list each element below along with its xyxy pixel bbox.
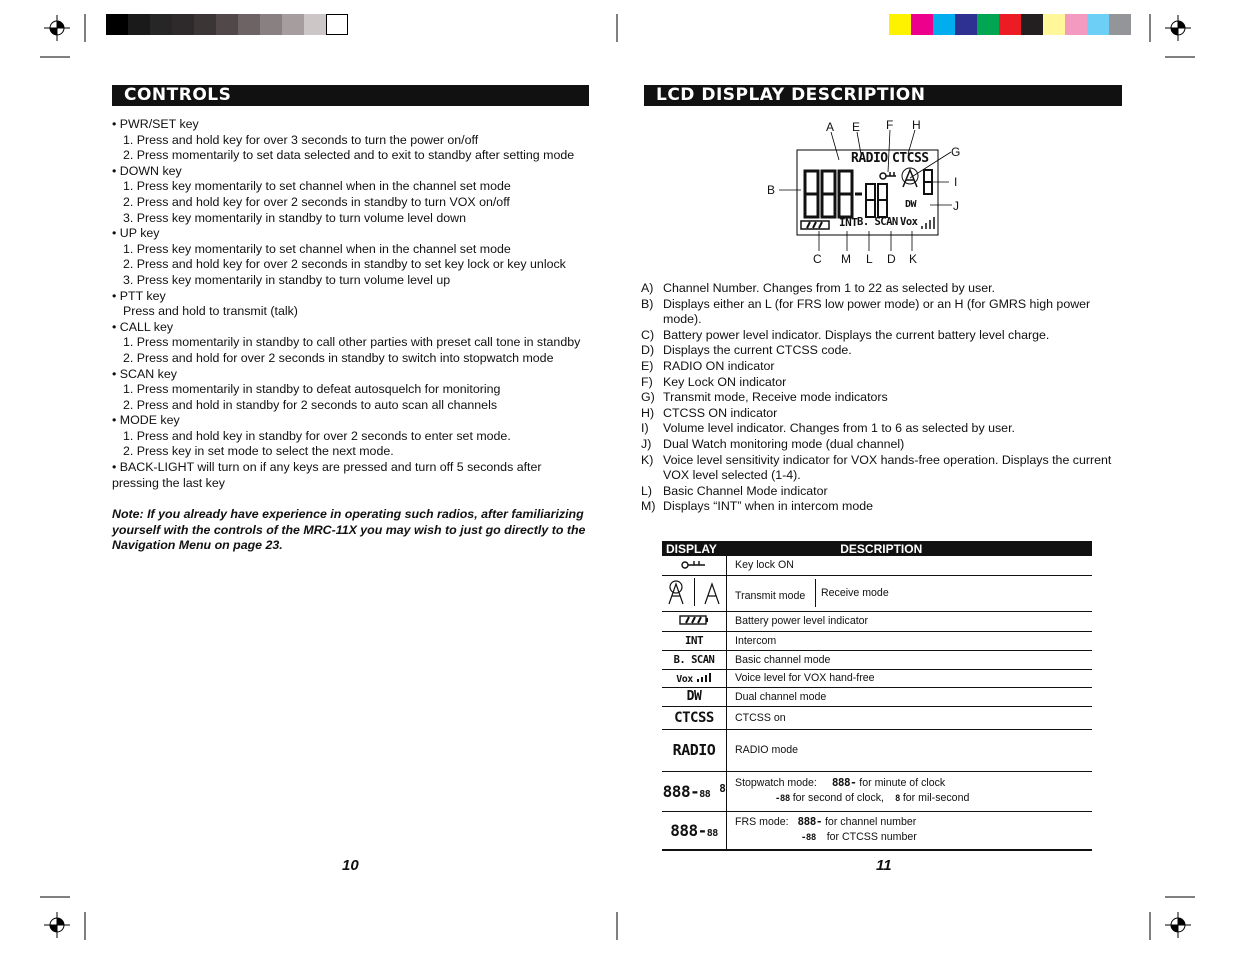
receive-icon [701, 597, 723, 609]
control-step: 1. Press and hold key in standby for over 2 seconds to enter set mode. [123, 428, 511, 443]
stopwatch-seconds-icon: 88 [699, 788, 711, 800]
transmit-icon [665, 597, 687, 609]
battery-desc: Battery power level indicator [727, 611, 1093, 631]
control-step: 1. Press key momentarily to set channel when in the channel set mode [123, 179, 511, 194]
control-step: 3. Press key momentarily in standby to turn volume level down [123, 210, 466, 225]
control-item: • PWR/SET key [112, 117, 199, 131]
table-row [662, 575, 1092, 611]
color-swatch [282, 14, 304, 35]
control-step: 2. Press momentarily to set data selected and to exit to standby after setting mode [123, 148, 575, 163]
description-text: Channel Number. Changes from 1 to 22 as selected by user. [663, 281, 995, 295]
ctcss-desc: CTCSS on [727, 706, 1093, 729]
table-row [662, 669, 1092, 687]
color-swatch [911, 14, 933, 35]
control-item: pressing the last key [112, 475, 225, 490]
sw-second-desc: for second of clock, [792, 792, 884, 804]
description-item [641, 421, 1121, 437]
vox-desc: Voice level for VOX hand-free [727, 669, 1093, 687]
page-number-left: 10 [342, 857, 359, 874]
control-item: • MODE key [112, 413, 180, 428]
description-letter: B) [641, 296, 654, 311]
int-icon: INT [662, 631, 727, 650]
lcd-bscan-text: B. SCAN [857, 216, 898, 228]
sw-sec-icon: -88 [775, 794, 790, 804]
color-swatch [216, 14, 238, 35]
table-row [662, 771, 1092, 811]
lcd-label-e: E [852, 120, 861, 134]
receive-desc: Receive mode [815, 579, 889, 607]
table-row [662, 687, 1092, 706]
description-text: Displays either an L (for FRS low power mode) or an H (for GMRS high power mode). [663, 296, 1091, 327]
battery-icon [679, 616, 709, 628]
control-step: 3. Press key momentarily in standby to turn volume level up [123, 272, 451, 287]
description-text: Displays the current CTCSS code. [663, 343, 852, 358]
dual-desc: Dual channel mode [727, 687, 1093, 706]
lcd-label-j: J [953, 199, 959, 213]
lcd-label-a: A [826, 120, 835, 134]
basic-desc: Basic channel mode [727, 650, 1093, 669]
intercom-desc: Intercom [727, 631, 1093, 650]
description-item [641, 328, 1121, 344]
frs-ctcss-desc: for CTCSS number [826, 831, 917, 844]
color-swatch [1021, 14, 1043, 35]
icon-divider [694, 578, 695, 606]
description-text: Voice level sensitivity indicator for VOX hands-free operation. Displays the current VOX level selected (1-4). [663, 452, 1112, 483]
description-item [641, 437, 1121, 453]
lcd-label-b: B [767, 183, 776, 197]
radio-icon: RADIO [662, 729, 727, 771]
controls-list [112, 117, 592, 554]
description-item [641, 343, 1121, 359]
display-table [662, 541, 1092, 851]
bscan-icon: B. SCAN [662, 650, 727, 669]
keylock-desc: Key lock ON [727, 556, 1093, 575]
control-step: 2. Press and hold for over 2 seconds in standby to switch into stopwatch mode [123, 350, 554, 365]
color-swatch [106, 14, 128, 35]
color-swatch [260, 14, 282, 35]
control-step: 1. Press key momentarily to set channel when in the channel set mode [123, 241, 511, 256]
lcd-description-list [641, 281, 1121, 515]
control-step: 1. Press and hold key for over 3 seconds to turn the power on/off [123, 132, 479, 147]
description-letter: G) [641, 390, 655, 405]
stopwatch-label: Stopwatch mode: [735, 777, 817, 789]
lcd-diagram-lines [760, 116, 970, 270]
sw-minute-desc: for minute of clock [859, 777, 946, 789]
lcd-label-h: H [912, 118, 921, 132]
color-swatch [326, 14, 348, 35]
color-swatch [1087, 14, 1109, 35]
lcd-display-heading: LCD DISPLAY DESCRIPTION [644, 85, 1122, 106]
color-swatch [1043, 14, 1065, 35]
transmit-desc: Transmit mode [735, 590, 806, 602]
color-swatch [977, 14, 999, 35]
frs-channel-desc: for channel number [824, 816, 917, 829]
description-item [641, 484, 1121, 500]
description-letter: D) [641, 343, 655, 358]
description-item [641, 297, 1121, 328]
col-description-header: DESCRIPTION [727, 541, 1093, 556]
vox-icon: Vox [676, 673, 693, 685]
description-item [641, 375, 1121, 391]
color-swatch [304, 14, 326, 35]
table-row [662, 729, 1092, 771]
description-item [641, 390, 1121, 406]
stopwatch-digits-icon: 888- [662, 781, 700, 801]
description-text: Volume level indicator. Changes from 1 to 6 as selected by user. [663, 421, 1015, 436]
control-step: Press and hold to transmit (talk) [123, 304, 298, 319]
dw-icon: DW [662, 687, 727, 706]
color-swatch [955, 14, 977, 35]
lcd-label-f: F [886, 118, 894, 132]
control-item: • UP key [112, 226, 160, 241]
description-letter: K) [641, 452, 654, 467]
description-letter: M) [641, 499, 656, 514]
stopwatch-ms-icon: 8 [719, 781, 726, 795]
table-row [662, 611, 1092, 631]
color-swatch [933, 14, 955, 35]
description-letter: A) [641, 281, 654, 295]
sw-mil-desc: for mil-second [902, 792, 970, 804]
frs-ct-icon: -88 [801, 833, 816, 844]
lcd-label-c: C [813, 252, 822, 266]
description-item [641, 281, 1121, 297]
radio-desc: RADIO mode [727, 729, 1093, 771]
color-swatch [150, 14, 172, 35]
lcd-label-m: M [841, 252, 851, 266]
lcd-int-text: INT [839, 216, 858, 229]
lcd-dw-text: DW [905, 199, 917, 210]
lcd-radio-text: RADIO [851, 151, 888, 166]
table-row [662, 556, 1092, 575]
control-item: • SCAN key [112, 366, 177, 381]
key-lock-icon [681, 560, 707, 572]
table-row [662, 631, 1092, 650]
control-step: 1. Press momentarily in standby to defeat autosquelch for monitoring [123, 382, 501, 397]
description-letter: J) [641, 436, 652, 451]
controls-heading: CONTROLS [112, 85, 589, 106]
lcd-label-g: G [951, 145, 961, 159]
control-item: • DOWN key [112, 163, 182, 178]
color-swatch [194, 14, 216, 35]
lcd-label-d: D [887, 252, 896, 266]
lcd-label-i: I [954, 175, 958, 189]
control-step: 2. Press and hold key for over 2 seconds in standby to turn VOX on/off [123, 194, 510, 209]
color-swatch [172, 14, 194, 35]
table-row [662, 811, 1092, 850]
description-text: Basic Channel Mode indicator [663, 483, 828, 498]
description-text: Transmit mode, Receive mode indicators [663, 390, 888, 405]
control-step: 2. Press key in set mode to select the next mode. [123, 444, 394, 459]
frs-digits-icon: 888- [670, 820, 707, 840]
lcd-diagram [760, 116, 970, 270]
color-swatch [1109, 14, 1131, 35]
lcd-ctcss-text: CTCSS [892, 151, 929, 166]
description-item [641, 453, 1121, 484]
table-row [662, 650, 1092, 669]
control-step: 2. Press and hold in standby for 2 seconds to auto scan all channels [123, 397, 498, 412]
note-text: Note: If you already have experience in operating such radios, after familiarizing yourself with the controls of the MRC-11X you may wish to just go directly to the Navigation Menu on page 23. [112, 507, 586, 553]
page-number-right: 11 [876, 857, 892, 874]
description-text: Key Lock ON indicator [663, 374, 787, 389]
lcd-vox-text: Vox [900, 216, 918, 228]
control-item: • CALL key [112, 319, 174, 334]
color-swatch [1065, 14, 1087, 35]
description-text: Dual Watch monitoring mode (dual channel) [663, 436, 905, 451]
description-item [641, 406, 1121, 422]
description-letter: L) [641, 483, 653, 498]
ctcss-icon: CTCSS [662, 706, 727, 729]
description-letter: C) [641, 327, 655, 342]
color-swatch [128, 14, 150, 35]
description-letter: I) [641, 421, 649, 436]
description-letter: H) [641, 405, 655, 420]
lcd-label-l: L [866, 252, 873, 266]
control-step: 2. Press and hold key for over 2 seconds in standby to set key lock or key unlock [123, 257, 566, 272]
description-item [641, 359, 1121, 375]
description-letter: E) [641, 358, 654, 373]
sw-ms-icon: 8 [894, 794, 900, 804]
description-text: Battery power level indicator. Displays the current battery level charge. [663, 327, 1050, 342]
control-item: • PTT key [112, 288, 166, 303]
description-item [641, 499, 1121, 515]
frs-ctcss-digits-icon: 88 [706, 827, 718, 839]
color-swatch [889, 14, 911, 35]
frs-ch-icon: 888- [797, 815, 823, 829]
description-letter: F) [641, 374, 653, 389]
description-text: CTCSS ON indicator [663, 405, 778, 420]
vox-level-icon [696, 672, 712, 682]
color-swatch [999, 14, 1021, 35]
sw-min-icon: 888- [831, 776, 857, 789]
color-swatch [238, 14, 260, 35]
lcd-label-k: K [909, 252, 918, 266]
table-row [662, 706, 1092, 729]
control-item: • BACK-LIGHT will turn on if any keys are pressed and turn off 5 seconds after [112, 460, 542, 475]
col-display-header: DISPLAY [662, 541, 727, 556]
description-text: RADIO ON indicator [663, 358, 775, 373]
control-step: 1. Press momentarily in standby to call other parties with preset call tone in standby [123, 335, 581, 350]
frs-label: FRS mode: [735, 816, 789, 829]
description-text: Displays “INT” when in intercom mode [663, 499, 874, 514]
